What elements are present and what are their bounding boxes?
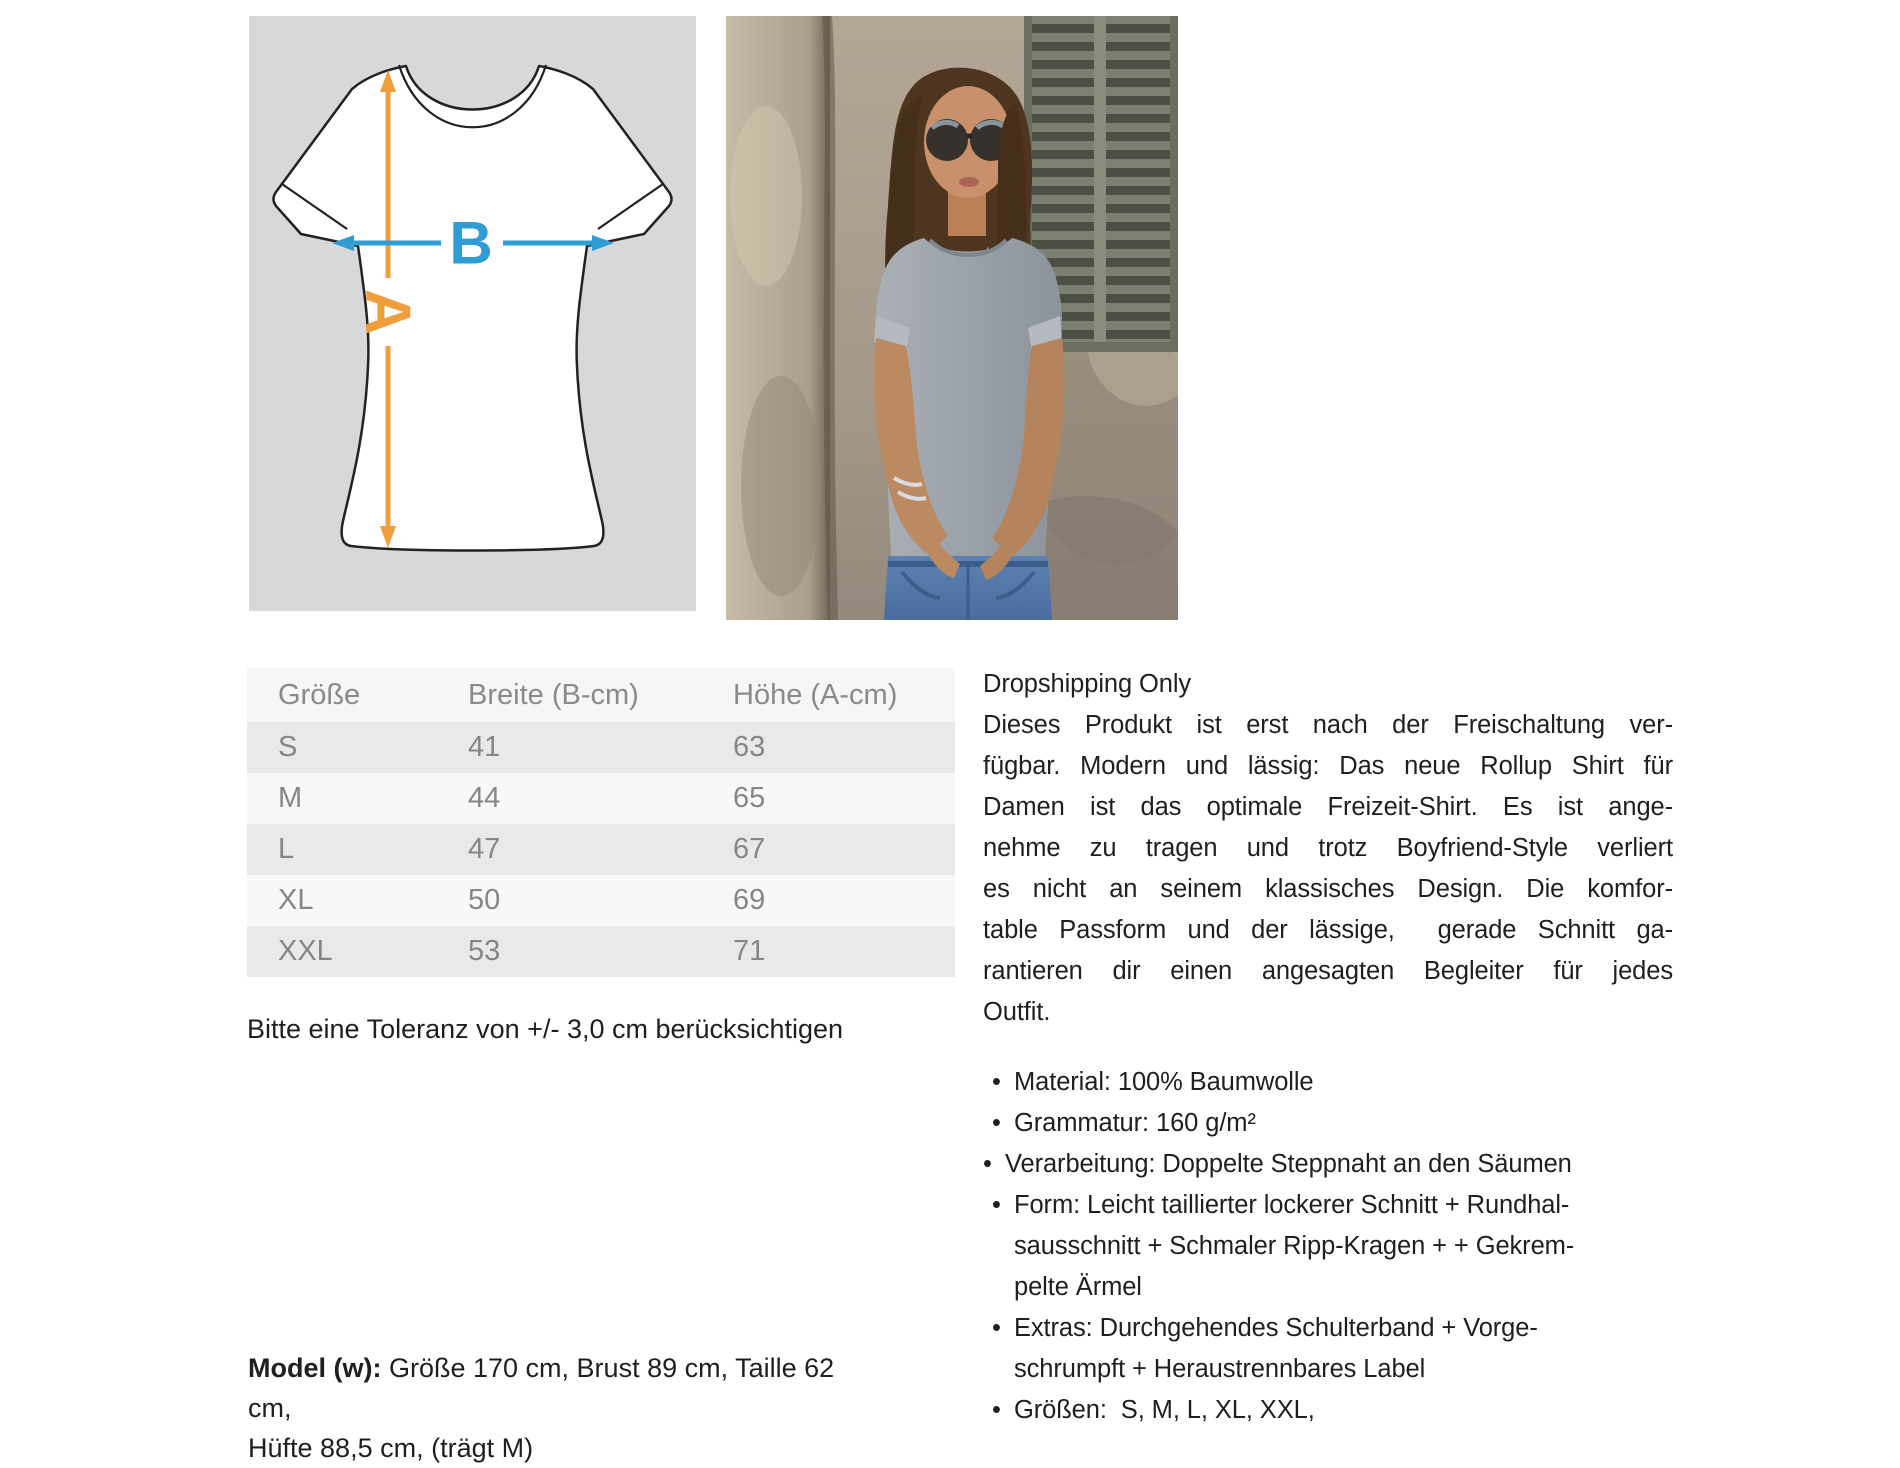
description-line: Dieses Produkt ist erst nach der Freischaltung ver- bbox=[983, 711, 1673, 739]
pillar-texture bbox=[741, 376, 821, 596]
cell-width: 47 bbox=[468, 833, 501, 865]
bullet-icon: • bbox=[992, 1068, 1001, 1096]
spec-text: Form: Leicht taillierter lockerer Schnitt + Rundhal- bbox=[1014, 1191, 1570, 1219]
model-info-measurements: Größe 170 cm, Brust 89 cm, Taille 62 cm, bbox=[248, 1353, 835, 1423]
table-row bbox=[247, 722, 955, 773]
spec-item-extras-cont bbox=[983, 1349, 1673, 1390]
description-line: Outfit. bbox=[983, 998, 1051, 1026]
description-line: fügbar. Modern und lässig: Das neue Rollup Shirt für bbox=[983, 752, 1673, 780]
description-line: rantieren dir einen angesagten Begleiter für jedes bbox=[983, 957, 1673, 985]
spec-item-form bbox=[983, 1185, 1673, 1226]
cell-width: 44 bbox=[468, 782, 501, 814]
model-info-line2: Hüfte 88,5 cm, (trägt M) bbox=[248, 1433, 534, 1463]
cell-width: 53 bbox=[468, 935, 501, 967]
model-photo bbox=[726, 16, 1178, 620]
cell-width: 50 bbox=[468, 884, 501, 916]
description-line: nehme zu tragen und trotz Boyfriend-Style verliert bbox=[983, 834, 1673, 862]
tshirt-outline bbox=[274, 66, 672, 551]
label-b: B bbox=[449, 209, 493, 277]
bullet-icon: • bbox=[992, 1109, 1001, 1137]
cell-size: XL bbox=[278, 884, 314, 916]
spec-text: Verarbeitung: Doppelte Steppnaht an den Säumen bbox=[1005, 1150, 1572, 1178]
spec-item-extras bbox=[983, 1308, 1673, 1349]
bullet-icon: • bbox=[992, 1396, 1001, 1424]
size-table-header bbox=[247, 668, 955, 722]
spec-item-verarbeitung bbox=[974, 1144, 1673, 1185]
model-photo-illustration bbox=[726, 16, 1178, 620]
spec-item-material bbox=[983, 1062, 1673, 1103]
cell-size: M bbox=[278, 782, 303, 814]
description-line: table Passform und der lässige, gerade Schnitt ga- bbox=[983, 916, 1673, 944]
spec-text: schrumpft + Heraustrennbares Label bbox=[1014, 1355, 1426, 1383]
spec-item-form-cont bbox=[983, 1267, 1673, 1308]
size-table bbox=[247, 668, 955, 977]
cell-size: S bbox=[278, 731, 298, 763]
description-line: Damen ist das optimale Freizeit-Shirt. Es ist ange- bbox=[983, 793, 1673, 821]
pillar-texture bbox=[730, 106, 802, 286]
spec-item-form-cont bbox=[983, 1226, 1673, 1267]
product-description bbox=[983, 664, 1673, 1431]
spec-list bbox=[983, 1062, 1673, 1431]
cell-height: 63 bbox=[733, 731, 766, 763]
tshirt-measurement-illustration bbox=[249, 16, 696, 611]
table-row bbox=[247, 875, 955, 926]
spec-item-grammatur bbox=[983, 1103, 1673, 1144]
cell-height: 71 bbox=[733, 935, 766, 967]
cell-height: 67 bbox=[733, 833, 766, 865]
table-row bbox=[247, 926, 955, 977]
cell-size: L bbox=[278, 833, 295, 865]
cell-height: 69 bbox=[733, 884, 766, 916]
size-diagram bbox=[249, 16, 696, 611]
description-line: es nicht an seinem klassisches Design. Die komfor- bbox=[983, 875, 1673, 903]
description-heading: Dropshipping Only bbox=[983, 670, 1192, 698]
label-a: A bbox=[352, 288, 424, 336]
bullet-icon: • bbox=[983, 1150, 992, 1178]
table-row bbox=[247, 824, 955, 875]
spec-text: Extras: Durchgehendes Schulterband + Vorge- bbox=[1014, 1314, 1538, 1342]
column-header-height: Höhe (A-cm) bbox=[733, 678, 898, 711]
model-info-label: Model (w): bbox=[248, 1353, 382, 1383]
lips bbox=[959, 177, 979, 187]
column-header-size: Größe bbox=[278, 678, 361, 711]
cell-width: 41 bbox=[468, 731, 501, 763]
bullet-icon: • bbox=[992, 1191, 1001, 1219]
column-header-width: Breite (B-cm) bbox=[468, 678, 639, 711]
spec-text: Größen: S, M, L, XL, XXL, bbox=[1014, 1396, 1315, 1424]
table-row bbox=[247, 773, 955, 824]
spec-text: pelte Ärmel bbox=[1014, 1273, 1142, 1301]
spec-text: sausschnitt + Schmaler Ripp-Kragen + + Gekrem- bbox=[1014, 1232, 1575, 1260]
cell-height: 65 bbox=[733, 782, 766, 814]
tolerance-note: Bitte eine Toleranz von +/- 3,0 cm berücksichtigen bbox=[247, 1014, 844, 1044]
cell-size: XXL bbox=[278, 935, 333, 967]
spec-text: Grammatur: 160 g/m² bbox=[1014, 1109, 1256, 1137]
spec-text: Material: 100% Baumwolle bbox=[1014, 1068, 1314, 1096]
bullet-icon: • bbox=[992, 1314, 1001, 1342]
model-info bbox=[248, 1348, 868, 1468]
